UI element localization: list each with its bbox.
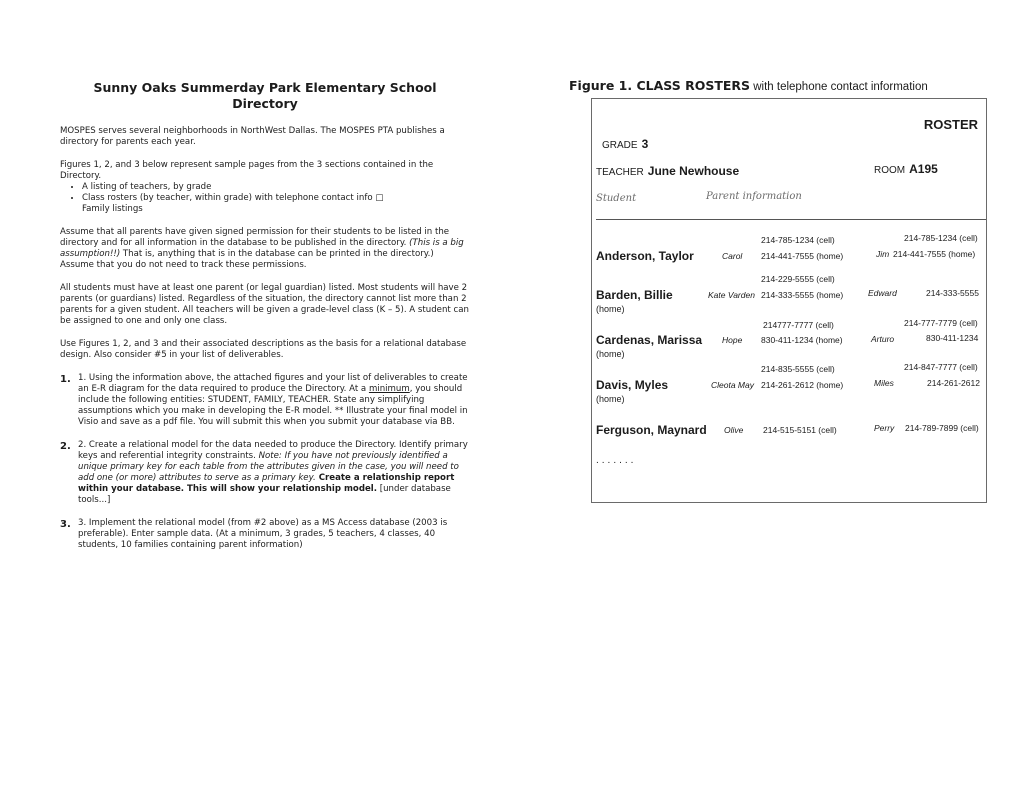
parent1-phone: 214-261-2612 (home) bbox=[761, 380, 844, 390]
parent2-name: Jim bbox=[876, 249, 890, 259]
task-number: 1. bbox=[60, 374, 71, 385]
parent1-name: Hope bbox=[722, 335, 743, 345]
parent2-phone: 214-441-7555 (home) bbox=[893, 249, 976, 259]
task-number: 3. bbox=[60, 519, 71, 530]
figures-paragraph: Figures 1, 2, and 3 below represent sample pages from the 3 sections contained in the Directory. bbox=[60, 160, 434, 181]
more-rows-ellipsis: ....... bbox=[596, 455, 637, 466]
parent1-phone: 214-515-5151 (cell) bbox=[763, 425, 837, 435]
room-field: ROOM A195 bbox=[874, 162, 938, 176]
parent2-name: Arturo bbox=[871, 334, 895, 344]
parents-paragraph: All students must have at least one parent (or legal guardian) listed. Most students will have 2 parents (or guardians) listed. Regardless of the situation, the directory cannot list more than 2 parents for a given student. All teachers will be given a grade-level class (K – 5). A student can be assigned to one and only one class. bbox=[60, 283, 469, 326]
parent2-phone: 830-411-1234 bbox=[926, 333, 979, 343]
list-item: • Class rosters (by teacher, within grade) with telephone contact info □ bbox=[82, 193, 470, 204]
roster-title: ROSTER bbox=[923, 117, 978, 132]
parent2-phone: 214-777-7779 (cell) bbox=[904, 318, 978, 328]
list-item: • A listing of teachers, by grade bbox=[82, 182, 470, 193]
parent2-name: Miles bbox=[874, 378, 894, 388]
parent2-phone: 214-333-5555 bbox=[926, 288, 979, 298]
task-2: 2. 2. Create a relational model for the data needed to produce the Directory. Identify primary keys and referential integrity constraints. Note: If you have not previously identified a unique primary key for each table from the attributes given in the case, you will need to add one (or more) attributes to serve as a primary key. Create a relationship report within your database. This will show your relationship model. [under database tools...] bbox=[60, 440, 468, 505]
class-roster bbox=[591, 98, 987, 503]
task-number: 2. bbox=[60, 441, 71, 452]
student-column-header: Student bbox=[596, 193, 637, 204]
parent2-phone: 214-847-7777 (cell) bbox=[904, 362, 978, 372]
grade-field: GRADE 3 bbox=[602, 137, 649, 151]
parent2-name: Perry bbox=[874, 423, 895, 433]
document-title: Sunny Oaks Summerday Park Elementary School Directory bbox=[93, 80, 437, 111]
teacher-field: TEACHER June Newhouse bbox=[596, 164, 740, 178]
parent1-phone: 214-333-5555 (home) bbox=[761, 290, 844, 300]
parent1-phone: 214-229-5555 (cell) bbox=[761, 274, 835, 284]
parent2-phone: 214-261-2612 bbox=[927, 378, 980, 388]
figure-title: Figure 1. CLASS ROSTERS with telephone contact information bbox=[569, 78, 928, 93]
student-home-note: (home) bbox=[596, 394, 625, 404]
intro-paragraph: MOSPES serves several neighborhoods in NorthWest Dallas. The MOSPES PTA publishes a directory for parents each year. bbox=[60, 126, 445, 147]
parent1-name: Kate Varden bbox=[708, 290, 755, 300]
student-home-note: (home) bbox=[596, 349, 625, 359]
parent-column-header: Parent information bbox=[706, 191, 802, 202]
task-1: 1. 1. Using the information above, the attached figures and your list of deliverables to create an E-R diagram for the data required to produce the Directory. At a minimum, you should include the following entities: STUDENT, FAMILY, TEACHER. State any simplifying assumptions which you make in developing the E-R model. ** Illustrate your final model in Visio and save as a pdf file. You will submit this when you submit your database via BB. bbox=[60, 373, 468, 427]
parent1-name: Cleota May bbox=[711, 380, 754, 390]
student-name: Barden, Billie bbox=[596, 288, 673, 302]
parent1-phone: 830-411-1234 (home) bbox=[761, 335, 843, 345]
parent1-phone: 214777-7777 (cell) bbox=[763, 320, 834, 330]
student-name: Ferguson, Maynard bbox=[596, 423, 707, 437]
list-item: Family listings bbox=[82, 204, 143, 214]
permissions-paragraph: Assume that all parents have given signed permission for their students to be listed in the directory and for all information in the database to be published in the directory. (This is a big assumption!!) That is, anything that is in the database can be printed in the directory.) Assume that you do not need to track these permissions. bbox=[60, 227, 464, 270]
figures-usage-paragraph: Use Figures 1, 2, and 3 and their associated descriptions as the basis for a relational database design. Also consider #5 in your list of deliverables. bbox=[60, 339, 467, 360]
task-3: 3. 3. Implement the relational model (from #2 above) as a MS Access database (2003 is preferable). Enter sample data. (At a minimum, 3 grades, 5 teachers, 4 classes, 40 students, 10 families containing parent information) bbox=[60, 518, 448, 550]
parent1-phone: 214-441-7555 (home) bbox=[761, 251, 844, 261]
parent1-phone: 214-785-1234 (cell) bbox=[761, 235, 835, 245]
student-name: Anderson, Taylor bbox=[596, 249, 694, 263]
header-divider bbox=[596, 219, 986, 220]
parent2-phone: 214-789-7899 (cell) bbox=[905, 423, 979, 433]
parent1-name: Olive bbox=[724, 425, 744, 435]
parent2-phone: 214-785-1234 (cell) bbox=[904, 233, 978, 243]
student-name: Davis, Myles bbox=[596, 378, 669, 392]
parent1-name: Carol bbox=[722, 251, 743, 261]
parent2-name: Edward bbox=[868, 288, 897, 298]
sections-list bbox=[76, 182, 470, 215]
assignment-text bbox=[60, 80, 470, 563]
student-home-note: (home) bbox=[596, 304, 625, 314]
student-name: Cardenas, Marissa bbox=[596, 333, 703, 347]
parent1-phone: 214-835-5555 (cell) bbox=[761, 364, 835, 374]
